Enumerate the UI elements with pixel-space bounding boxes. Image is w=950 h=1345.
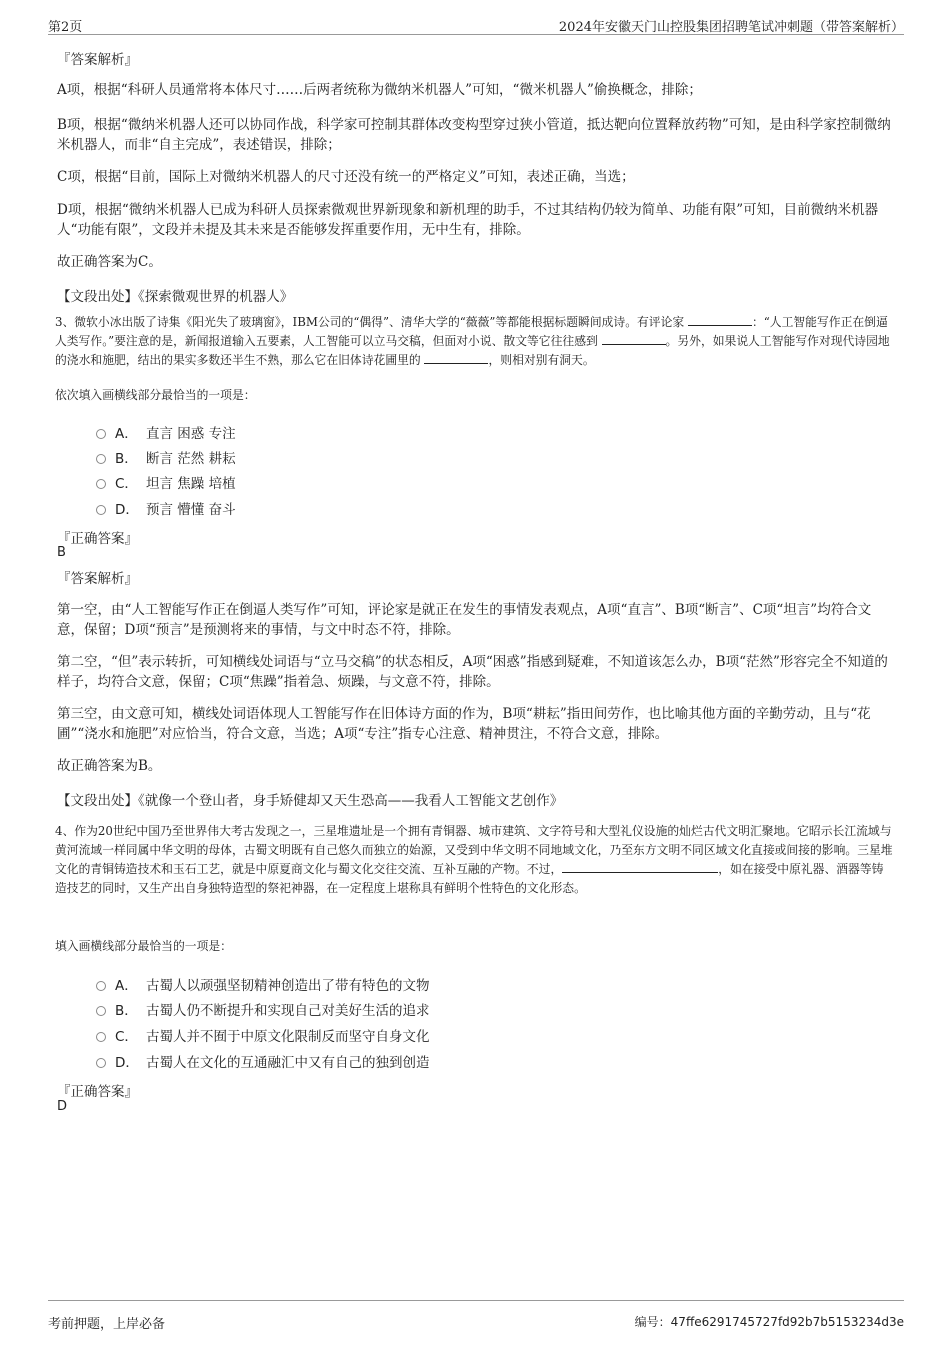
- q2-analysis-p1: A项，根据“科研人员通常将本体尺寸……后两者统称为微纳米机器人”可知，“微米机器人”偷换概念，排除；: [57, 82, 702, 98]
- q2-analysis-p2: B项，根据“微纳米机器人还可以协同作战，科学家可控制其群体改变构型穿过狭小管道，抵达靶向位置释放药物”可知，是由科学家控制微纳米机器人，而非“自主完成”，表述错误，排除；: [57, 117, 891, 153]
- q2-analysis-p3: C项，根据“目前，国际上对微纳米机器人的尺寸还没有统一的严格定义”可知，表述正确，当选；: [57, 169, 635, 185]
- q2-source: 【文段出处】《探索微观世界的机器人》: [57, 289, 294, 305]
- radio-icon[interactable]: [96, 1006, 106, 1016]
- radio-icon[interactable]: [96, 981, 106, 991]
- q3-answer: B: [57, 545, 66, 560]
- q3-analysis-p2: 第二空，“但”表示转折，可知横线处词语与“立马交稿”的状态相反，A项“困惑”指感到疑难，不知道该怎么办，B项“茫然”形容完全不知道的样子，均符合文意，保留；C项“焦躁”指着急、烦躁，与文意不符，排除。: [57, 654, 888, 690]
- document-id: 编号：47ffe6291745727fd92b7b5153234d3e: [634, 1315, 904, 1329]
- page-number: 第2页: [48, 20, 83, 35]
- q4-answer-label: 『正确答案』: [57, 1084, 138, 1100]
- q3-instruction: 依次填入画横线部分最恰当的一项是：: [55, 388, 256, 402]
- q4-blank: [562, 861, 718, 873]
- q3-blank-1: [688, 314, 752, 326]
- q3-analysis-p3: 第三空，由文意可知，横线处词语体现人工智能写作在旧体诗方面的作为，B项“耕耘”指田间劳作，也比喻其他方面的辛勤劳动，且与“花圃”“浇水和施肥”对应恰当，符合文意，当选；A项“专注”指专心注意、精神贯注，不符合文意，排除。: [57, 706, 871, 742]
- radio-icon[interactable]: [96, 479, 106, 489]
- q4-stem: 4、作为20世纪中国乃至世界伟大考古发现之一，三星堆遗址是一个拥有青铜器、城市建筑、文字符号和大型礼仪设施的灿烂古代文明汇聚地。它昭示长江流域与黄河流域一样同属中华文明的母体，古蜀文明既有自己悠久而独立的始源，又受到中华文明不同地域文化，乃至东方文明不同区域文化直接或间接的影响。三星堆文化的青铜铸造技术和玉石工艺，就是中原夏商文化与蜀文化交往交流、互补互融的产物。不过， ，如在接受中原礼器、酒器等铸造技艺的同时，又生产出自身独特造型的祭祀神器，在一定程度上堪称具有鲜明个性特色的文化形态。: [55, 824, 893, 895]
- page-footer: [48, 1300, 904, 1332]
- radio-icon[interactable]: [96, 1032, 106, 1042]
- q3-answer-label: 『正确答案』: [57, 531, 138, 547]
- q3-blank-3: [424, 352, 488, 364]
- document-title: 2024年安徽天门山控股集团招聘笔试冲刺题（带答案解析）: [558, 20, 904, 35]
- q3-blank-2: [602, 333, 666, 345]
- footer-slogan: 考前押题，上岸必备: [48, 1317, 166, 1332]
- q4-answer: D: [57, 1099, 68, 1114]
- radio-icon[interactable]: [96, 505, 106, 515]
- q2-analysis-label: 『答案解析』: [57, 52, 138, 68]
- q3-analysis-label: 『答案解析』: [57, 571, 138, 587]
- q3-source: 【文段出处】《就像一个登山者，身手矫健却又天生恐高——我看人工智能文艺创作》: [57, 793, 564, 809]
- page-header: [48, 14, 904, 35]
- radio-icon[interactable]: [96, 429, 106, 439]
- q2-conclusion: 故正确答案为C。: [57, 254, 162, 270]
- q3-stem: 3、微软小冰出版了诗集《阳光失了玻璃窗》，IBM公司的“偶得”、清华大学的“薇薇”等都能根据标题瞬间成诗。有评论家 ：“人工智能写作正在倒逼人类写作。”要注意的是，新闻报道输入五要素，人工智能可以立马交稿，但面对小说、散文等它往往感到 。另外，如果说人工智能写作对现代诗园地的浇水和施肥，结出的果实多数还半生不熟，那么它在旧体诗花圃里的 ，则相对别有洞天。: [55, 315, 890, 367]
- q2-analysis-p4: D项，根据“微纳米机器人已成为科研人员探索微观世界新现象和新机理的助手，不过其结构仍较为简单、功能有限”可知，目前微纳米机器人“功能有限”，文段并未提及其未来是否能够发挥重要作用，无中生有，排除。: [57, 202, 879, 238]
- q4-instruction: 填入画横线部分最恰当的一项是：: [55, 939, 232, 953]
- q3-conclusion: 故正确答案为B。: [57, 758, 162, 774]
- q3-analysis-p1: 第一空，由“人工智能写作正在倒逼人类写作”可知，评论家是就正在发生的事情发表观点，A项“直言”、B项“断言”、C项“坦言”均符合文意，保留；D项“预言”是预测将来的事情，与文中时态不符，排除。: [57, 602, 872, 638]
- radio-icon[interactable]: [96, 454, 106, 464]
- radio-icon[interactable]: [96, 1058, 106, 1068]
